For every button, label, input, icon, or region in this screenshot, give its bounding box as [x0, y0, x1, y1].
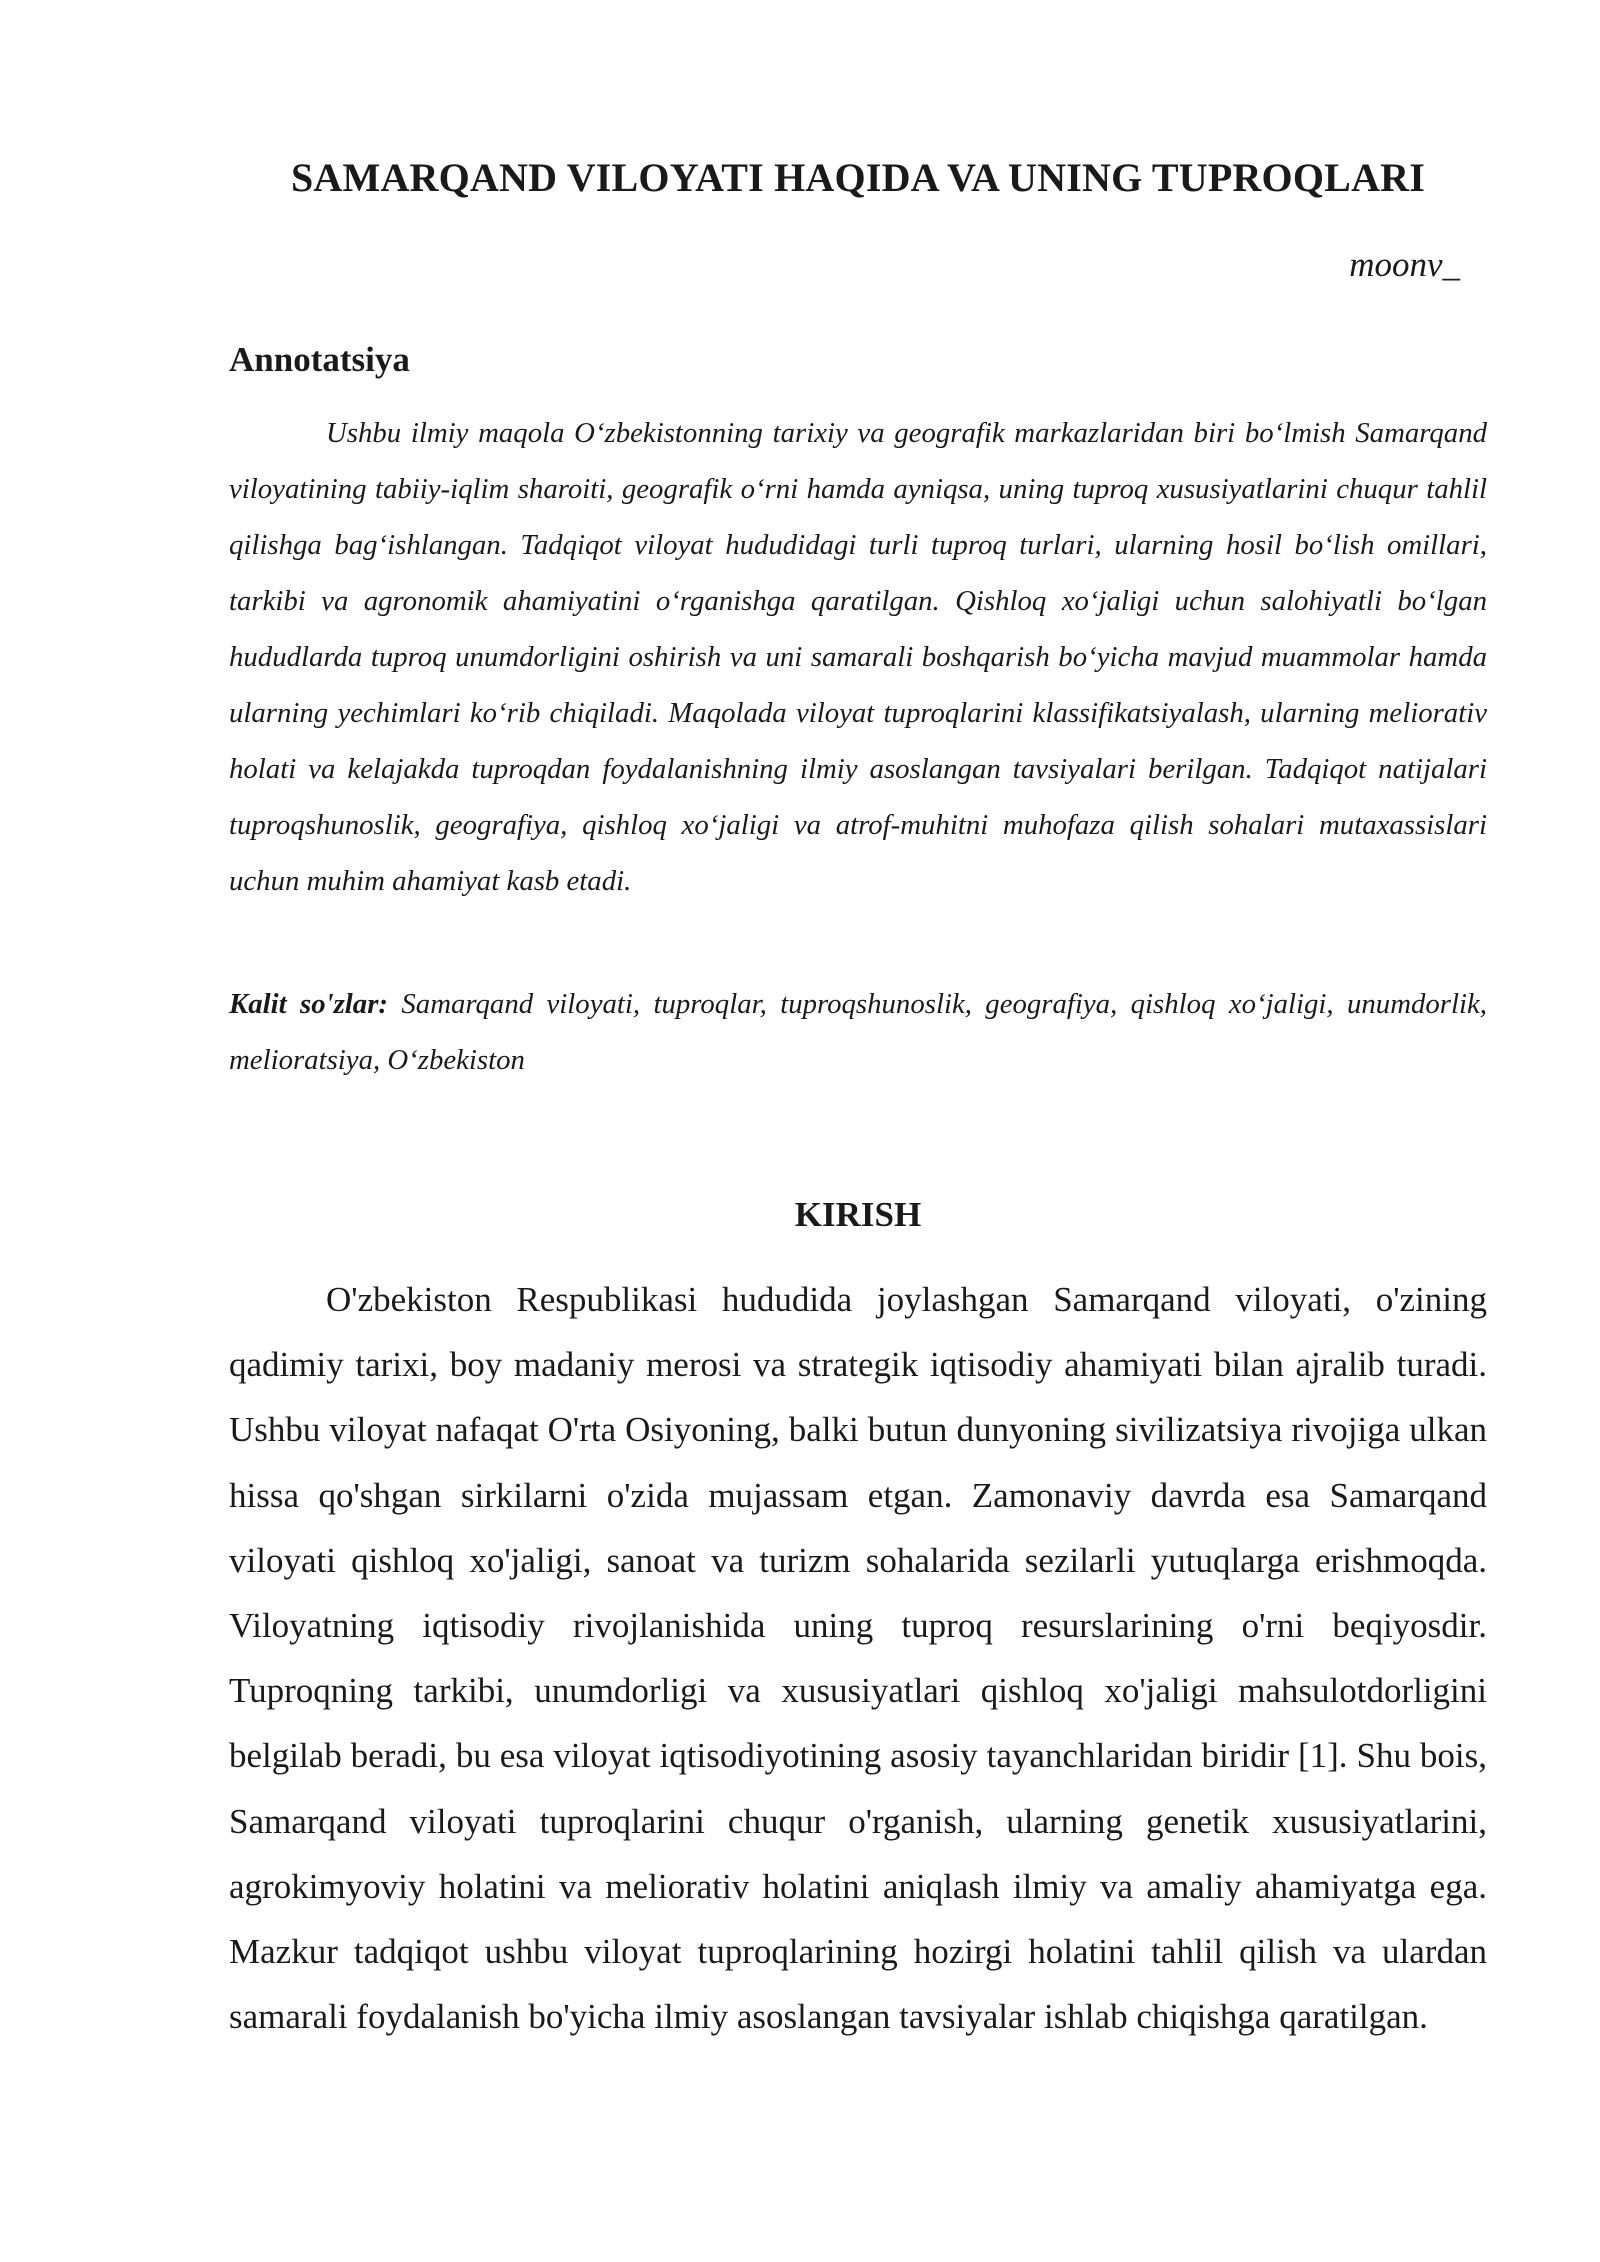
keywords-label: Kalit so'zlar: [229, 988, 389, 1020]
section-heading-intro: KIRISH [794, 1195, 922, 1234]
author-name: moonv_ [1349, 245, 1460, 284]
intro-text: O'zbekiston Respublikasi hududida joylashgan Samarqand viloyati, o'zining qadimiy tarixi, boy madaniy merosi va strategik iqtisodiy ahamiyati bilan ajralib turadi. Ushbu viloyat nafaqat O'rta Osiyoning, balki butun dunyoning sivilizatsiya rivojiga ulkan hissa qo'shgan sirkilarni o'zida mujassam etgan. Zamonaviy davrda esa Samarqand viloyati qishloq xo'jaligi, sanoat va turizm sohalarida sezilarli yutuqlarga erishmoqda. Viloyatning iqtisodiy rivojlanishida uning tuproq resurslarining o'rni beqiyosdir. Tuproqning tarkibi, unumdorligi va xususiyatlari qishloq xo'jaligi mahsulotdorligini belgilab beradi, bu esa viloyat iqtisodiyotining asosiy tayanchlaridan biridir [1]. Shu bois, Samarqand viloyati tuproqlarini chuqur o'rganish, ularning genetik xususiyatlarini, agrokimyoviy holatini va meliorativ holatini aniqlash ilmiy va amaliy ahamiyatga ega. Mazkur tadqiqot ushbu viloyat tuproqlarining hozirgi holatini tahlil qilish va ulardan samarali foydalanish bo'yicha ilmiy asoslangan tavsiyalar ishlab chiqishga qaratilgan. [229, 1280, 1487, 2037]
abstract-text: Ushbu ilmiy maqola O‘zbekistonning tarixiy va geografik markazlaridan biri bo‘lmish Samarqand viloyatining tabiiy-iqlim sharoiti, geografik o‘rni hamda ayniqsa, uning tuproq xususiyatlarini chuqur tahlil qilishga bag‘ishlangan. Tadqiqot viloyat hududidagi turli tuproq turlari, ularning hosil bo‘lish omillari, tarkibi va agronomik ahamiyatini o‘rganishga qaratilgan. Qishloq xo‘jaligi uchun salohiyatli bo‘lgan hududlarda tuproq unumdorligini oshirish va uni samarali boshqarish bo‘yicha mavjud muammolar hamda ularning yechimlari ko‘rib chiqiladi. Maqolada viloyat tuproqlarini klassifikatsiyalash, ularning meliorativ holati va kelajakda tuproqdan foydalanishning ilmiy asoslangan tavsiyalari berilgan. Tadqiqot natijalari tuproqshunoslik, geografiya, qishloq xo‘jaligi va atrof-muhitni muhofaza qilish sohalari mutaxassislari uchun muhim ahamiyat kasb etadi. [229, 417, 1487, 897]
keywords-paragraph [229, 976, 1487, 1088]
abstract-heading: Annotatsiya [229, 340, 410, 379]
paper-title: SAMARQAND VILOYATI HAQIDA VA UNING TUPROQLARI [290, 155, 1426, 200]
keywords-text: Samarqand viloyati, tuproqlar, tuproqshunoslik, geografiya, qishloq xo‘jaligi, unumdorlik, melioratsiya, O‘zbekiston [229, 988, 1487, 1076]
